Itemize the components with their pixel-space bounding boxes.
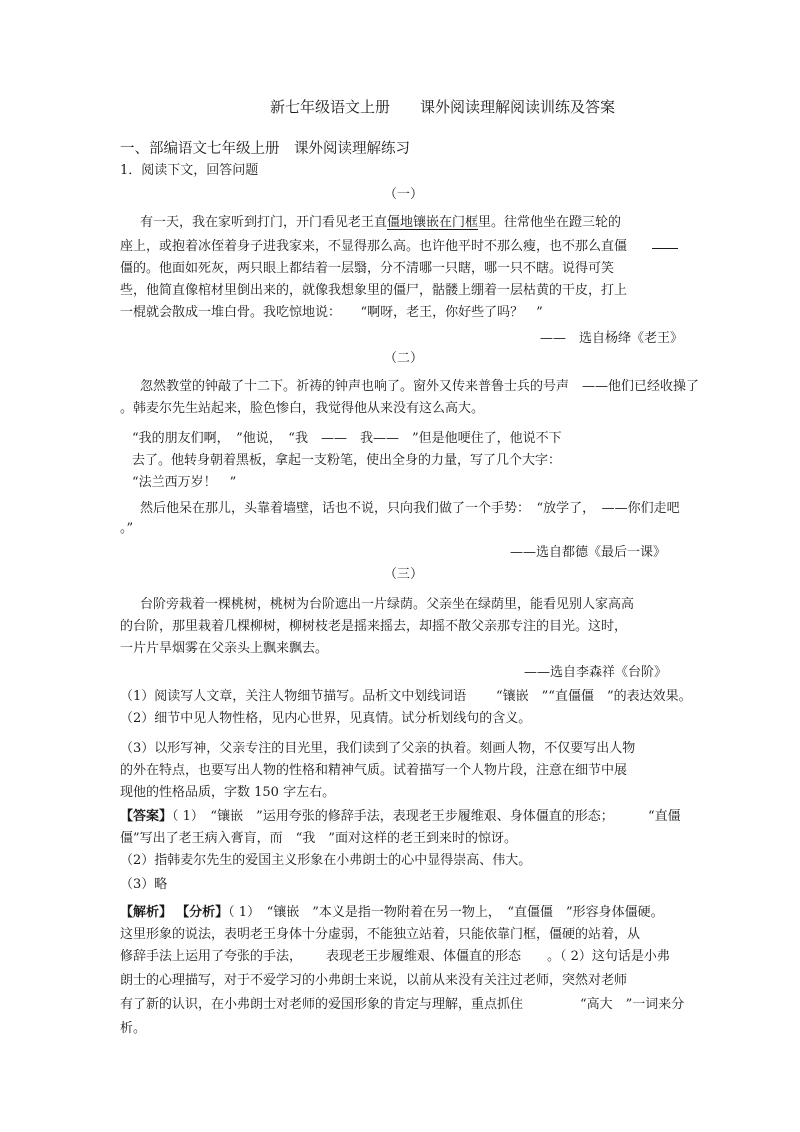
passage3-line-3: 一片片旱烟雾在父亲头上飘来飘去。 [120,641,329,656]
passage3-source: ——选自李森祥《台阶》 [524,665,668,680]
passage1-line-2: 座上，或抱着冰侄着身子进我家来，不显得那么高。也许他平时不那么瘦，也不那么直僵 [120,239,628,254]
passage1-line-3: 僵的。他面如死灰，两只眼上都结着一层翳，分不清哪一只瞎，哪一只不瞎。说得可笑 [120,261,615,276]
passage1-line-5: 一棍就会散成一堆白骨。我吃惊地说： “啊呀，老王，你好些了吗？ ” [120,305,543,320]
analysis-line-1-text: （ 1） “镶嵌 ”本义是指一物附着在另一物上， “直僵僵 ”形容身体僵硬。 [228,905,664,920]
question-1a: （1）阅读写人文章，关注人物细节描写。品析文中划线词语 [120,689,467,704]
passage1-source: —— 选自杨绛《老王》 [540,331,684,346]
underlined-phrase: 僵地镶嵌在门框 [387,215,479,230]
passage-marker-1: （一） [384,187,424,202]
question-1b: “镶嵌 ”“直僵僵 ”的表达效果。 [496,689,692,704]
question-2: （2）细节中见人物性格，见内心世界，见真情。试分析划线句的含义。 [120,711,532,726]
analysis-line-1 [120,904,664,922]
answer-blank [652,248,678,249]
analysis-label: 【解析】 [120,905,173,920]
passage3-line-1: 台阶旁栽着一棵桃树，桃树为台阶遮出一片绿荫。父亲坐在绿荫里，能看见别人家高高 [140,597,635,612]
analysis-line-2: 这里形象的说法，表明老王身体十分虚弱，不能独立站着，只能依靠门框，僵硬的站着，从 [120,927,641,942]
analysis-sub-label: 【分析】 [176,905,229,920]
answer-line-4: （3）略 [120,877,168,892]
passage1-line-4: 些，他简直像棺材里倒出来的，就像我想象里的僵尸，骷髅上绷着一层枯黄的干皮，打上 [120,283,628,298]
answer-line-2: 僵”写出了老王病入膏肓，而 “我 ”面对这样的老王到来时的惊讶。 [120,831,517,846]
passage2-line-7: 。” [120,521,134,536]
analysis-line-3a: 修辞手法上运用了夸张的手法， [120,949,303,964]
passage2-line-2: 。韩麦尔先生站起来，脸色惨白，我觉得他从来没有这么高大。 [120,401,485,416]
analysis-line-4: 朗士的心理描写，对于不爱学习的小弗朗士来说，以前从来没有关注过老师，突然对老师 [120,973,628,988]
passage3-line-2: 的台阶，那里栽着几棵柳树，柳树枝老是摇来摇去，却摇不散父亲那专注的目光。这时， [120,619,628,634]
passage2-line-1: 忽然教堂的钟敲了十二下。祈祷的钟声也响了。窗外又传来普鲁士兵的号声 ——他们已经收操了 [140,379,700,394]
passage2-line-4: 去了。他转身朝着黑板，拿起一支粉笔，使出全身的力量，写了几个大字： [132,453,562,468]
question-3-line-2: 的外在特点，也要写出人物的性格和精神气质。试着描写一个人物片段，注意在细节中展 [120,763,628,778]
answer-line-1a: （ 1） “镶嵌 ”运用夸张的修辞手法，表现老王步履维艰、身体僵直的形态； [172,809,614,824]
question-3-line-3: 现他的性格品质，字数 150 字左右。 [120,785,336,800]
passage2-line-6: 然后他呆在那儿，头靠着墙壁，话也不说，只向我们做了一个手势： “放学了， ——你们走吧 [140,501,680,516]
question-intro: 1．阅读下文，回答问题 [120,163,259,178]
document-title: 新七年级语文上册 课外阅读理解阅读训练及答案 [270,98,616,116]
answer-line-3: （2）指韩麦尔先生的爱国主义形象在小弗朗士的心中显得崇高、伟大。 [120,853,532,868]
analysis-line-3b: 表现老王步履维艰、体僵直的形态 。（ 2）这句话是小弗 [326,949,670,964]
passage1-line-1c: 里。往常他坐在蹬三轮的 [478,215,622,230]
analysis-line-6: 析。 [120,1021,147,1036]
passage2-line-5: “法兰西万岁！ ” [132,475,237,490]
passage-marker-3: （三） [384,567,424,582]
section-heading: 一、部编语文七年级上册 课外阅读理解练习 [120,141,410,157]
passage2-source: ——选自都德《最后一课》 [510,545,667,560]
answer-line-1 [120,808,614,826]
passage-marker-2: （二） [384,351,424,366]
answer-line-1b: “直僵 [648,809,681,824]
passage1-line-1 [140,214,621,232]
passage2-line-3: “我的朋友们啊， ”他说， “我 —— 我—— ”但是他哽住了，他说不下 [132,431,562,446]
answer-label: 【答案】 [120,809,173,824]
passage1-line-1a: 有一天，我在家听到打门，开门看见老王直 [140,215,388,230]
analysis-line-5b: “高大 ”一词来分 [580,997,685,1012]
analysis-line-5a: 有了新的认识，在小弗朗士对老师的爱国形象的肯定与理解，重点抓住 [120,997,524,1012]
question-3-line-1: （3）以形写神，父亲专注的目光里，我们读到了父亲的执着。刻画人物，不仅要写出人物 [120,741,636,756]
